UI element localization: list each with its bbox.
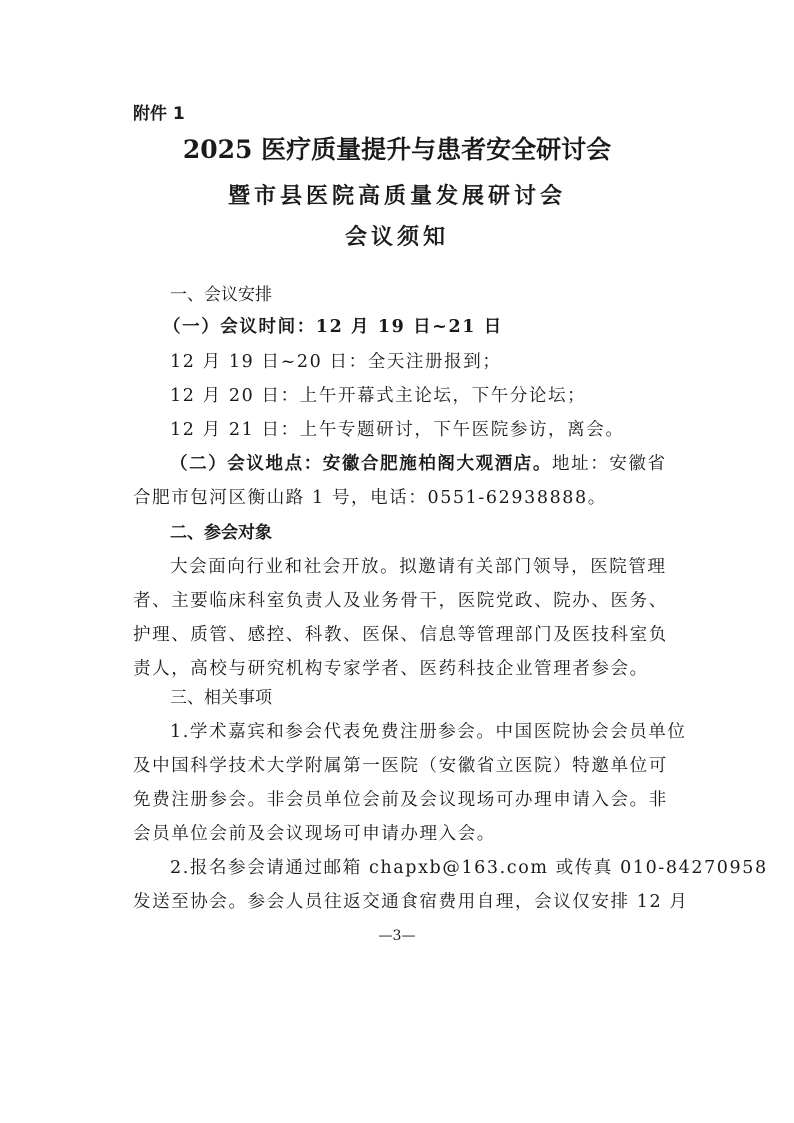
paragraph-line: 责人，高校与研究机构专家学者、医药科技企业管理者参会。 bbox=[133, 659, 649, 679]
title-notice: 会议须知 bbox=[344, 225, 449, 250]
page-number: —3— bbox=[378, 928, 416, 944]
venue-address: 合肥市包河区衡山路 1 号，电话：0551-62938888。 bbox=[133, 488, 607, 508]
venue-label: （二）会议地点：安徽合肥施柏阁大观酒店。 bbox=[170, 454, 552, 474]
venue-line bbox=[170, 453, 667, 475]
title-sub: 暨市县医院高质量发展研讨会 bbox=[227, 184, 566, 209]
schedule-item: 12 月 21 日：上午专题研讨，下午医院参访，离会。 bbox=[170, 420, 625, 440]
section-heading-arrangement: 一、会议安排 bbox=[170, 285, 272, 305]
title-main: 2025 医疗质量提升与患者安全研讨会 bbox=[182, 135, 612, 164]
paragraph-line: 及中国科学技术大学附属第一医院（安徽省立医院）特邀单位可 bbox=[133, 756, 668, 776]
venue-address-start: 地址：安徽省 bbox=[552, 454, 667, 474]
attachment-label: 附件 1 bbox=[133, 104, 185, 124]
schedule-item: 12 月 20 日：上午开幕式主论坛，下午分论坛； bbox=[170, 386, 587, 406]
paragraph-line: 会员单位会前及会议现场可申请办理入会。 bbox=[133, 824, 496, 844]
paragraph-line: 1.学术嘉宾和参会代表免费注册参会。中国医院协会会员单位 bbox=[170, 722, 687, 742]
paragraph-line: 免费注册参会。非会员单位会前及会议现场可办理申请入会。非 bbox=[133, 790, 668, 810]
paragraph-line: 大会面向行业和社会开放。拟邀请有关部门领导，医院管理 bbox=[170, 557, 667, 577]
meeting-time-label: （一）会议时间：12 月 19 日~21 日 bbox=[163, 317, 503, 337]
section-heading-participants: 二、参会对象 bbox=[170, 523, 272, 543]
paragraph-line: 发送至协会。参会人员往返交通食宿费用自理，会议仅安排 12 月 bbox=[133, 892, 689, 912]
paragraph-line: 2.报名参会请通过邮箱 chapxb@163.com 或传真 010-84270958 bbox=[170, 858, 768, 878]
paragraph-line: 者、主要临床科室负责人及业务骨干，医院党政、院办、医务、 bbox=[133, 591, 668, 611]
section-heading-matters: 三、相关事项 bbox=[170, 688, 272, 708]
schedule-item: 12 月 19 日~20 日：全天注册报到； bbox=[170, 352, 502, 372]
paragraph-line: 护理、质管、感控、科教、医保、信息等管理部门及医技科室负 bbox=[133, 625, 668, 645]
